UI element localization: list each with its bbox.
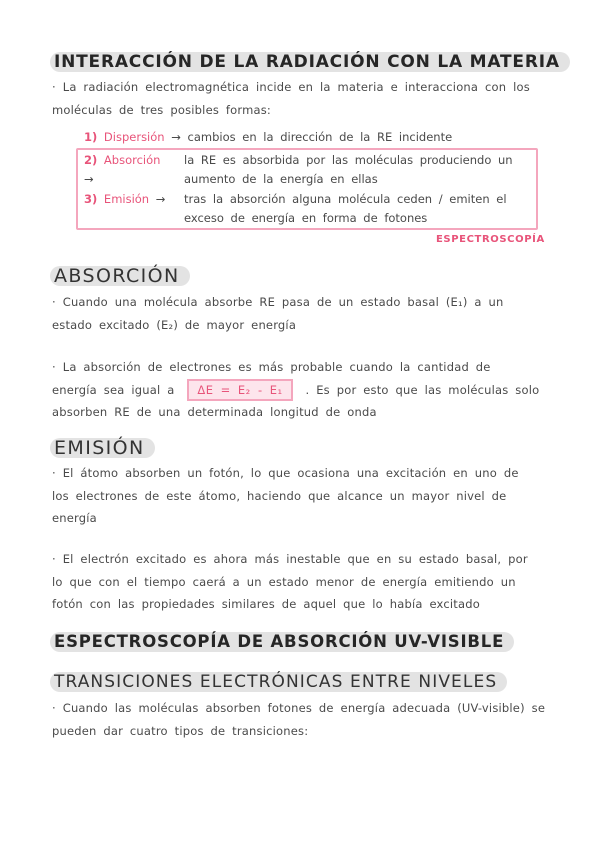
emision-paragraph-1: · El átomo absorben un fotón, lo que ocasiona una excitación en uno de los electrones de este átomo, haciendo que alcance un mayor nivel de energía	[52, 466, 519, 525]
list-item-emision-desc: tras la absorción alguna molécula ceden / emiten el exceso de energía en forma de fotones	[184, 192, 507, 225]
emision-paragraph-2: · El electrón excitado es ahora más inestable que en su estado basal, por lo que con el tiempo caerá a un estado menor de energía emitiendo un fotón con las propiedades similares de aquel que lo había excitado	[52, 552, 528, 611]
section-title-espectroscopia: ESPECTROSCOPÍA DE ABSORCIÓN UV-VISIBLE	[50, 632, 514, 652]
absorcion-paragraph-1: · Cuando una molécula absorbe RE pasa de un estado basal (E₁) a un estado excitado (E₂) de mayor energía	[52, 295, 504, 332]
transiciones-paragraph: · Cuando las moléculas absorben fotones de energía adecuada (UV-visible) se pueden dar cuatro tipos de transiciones:	[52, 701, 546, 738]
section-title-emision: EMISIÓN	[50, 438, 155, 458]
list-item-emision-label: 3) Emisión →	[84, 192, 166, 206]
section-title-interaccion: INTERACCIÓN DE LA RADIACIÓN CON LA MATERIA	[50, 52, 570, 72]
item-name: Dispersión	[103, 130, 165, 144]
intro-paragraph: · La radiación electromagnética incide en la materia e interacciona con los moléculas de tres posibles formas:	[52, 80, 530, 117]
delta-e-formula: ΔE = E₂ - E₁	[187, 379, 292, 401]
list-item-dispersion: 1) Dispersión → cambios en la dirección de la RE incidente	[84, 130, 453, 144]
section-title-absorcion: ABSORCIÓN	[50, 266, 190, 286]
absorcion-paragraph-2: · La absorción de electrones es más probable cuando la cantidad de energía sea igual a ΔE = E₂ - E₁ . Es por esto que las moléculas solo absorben RE de una determinada longitud de onda	[52, 360, 540, 419]
list-item-absorcion-desc: la RE es absorbida por las moléculas produciendo un aumento de la energía en ellas	[184, 153, 513, 186]
list-item-absorcion-label: 2) Absorción →	[84, 153, 161, 186]
arrow-icon: →	[171, 130, 181, 144]
section-title-transiciones: TRANSICIONES ELECTRÓNICAS ENTRE NIVELES	[50, 672, 507, 692]
espectroscopia-tag: ESPECTROSCOPÍA	[436, 234, 545, 245]
arrow-icon: →	[84, 172, 94, 186]
arrow-icon: →	[155, 192, 166, 206]
